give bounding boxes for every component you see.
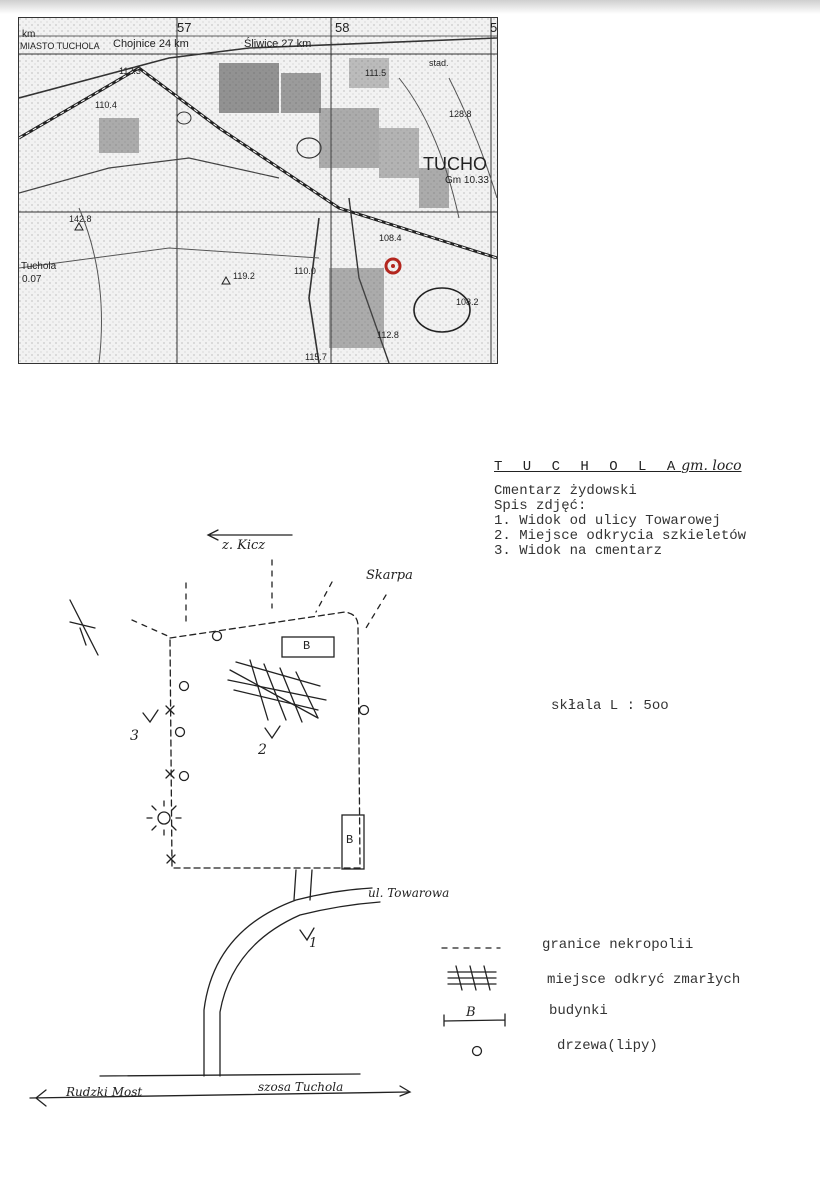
paper-edge [0, 0, 820, 14]
map-grid-57: 57 [177, 20, 192, 35]
photo-item-3: 3. Widok na cmentarz [494, 543, 663, 559]
map-header-dest-1: Chojnice 24 km [113, 38, 189, 50]
map-elevation: 108.4 [379, 233, 402, 243]
photo-point-2-label: 2 [258, 742, 267, 758]
legend-hatch-symbol [448, 966, 496, 990]
legend-hatch-label: miejsce odkryć zmarłych [547, 972, 741, 988]
map-elevation: 112.3 [119, 66, 141, 76]
main-road-arrow-right [400, 1086, 410, 1096]
map-drawing [19, 18, 497, 363]
map-station-label: Tuchola [21, 261, 57, 272]
tree-symbol [176, 728, 185, 737]
photos-header: Spis zdjęć: [494, 498, 587, 514]
cross-mark [167, 855, 175, 863]
cross-mark [166, 706, 174, 714]
road-north-label: z. Kicz [222, 538, 266, 553]
map-grid-58: 58 [335, 20, 350, 35]
street-label: ul. Towarowa [368, 886, 450, 900]
skeleton-discovery-hatch [228, 660, 326, 722]
tree-symbol [180, 772, 189, 781]
scale-label: skłala L : 5oo [551, 698, 669, 714]
map-elevation: 128.8 [449, 109, 472, 119]
street-line-inner [220, 902, 380, 1076]
map-elevation: 115.7 [305, 352, 327, 362]
map-elevation: 108.2 [456, 297, 479, 307]
map-header-place: MIASTO TUCHOLA [20, 41, 100, 51]
map-grid-5: 5 [490, 20, 498, 35]
legend-building-code: B [466, 1005, 476, 1020]
cross-mark [166, 770, 174, 778]
legend-tree-label: drzewa(lipy) [557, 1038, 658, 1054]
map-elevation: 112.8 [377, 330, 399, 340]
photo-item-2: 2. Miejsce odkrycia szkieletów [494, 528, 747, 544]
map-elevation: 110.4 [95, 100, 117, 110]
tree-symbol [360, 706, 369, 715]
map-station-km: 0.07 [22, 274, 42, 285]
photo-point-1-label: 1 [309, 936, 318, 951]
topographic-map [18, 17, 498, 364]
map-km-label: km [22, 29, 36, 40]
photo-point-2-mark [265, 726, 280, 738]
building-east-label: B [346, 833, 354, 847]
legend-boundary-label: granice nekropolii [542, 937, 694, 953]
photo-point-3-label: 3 [130, 728, 139, 744]
entry-path [294, 870, 312, 900]
tree-symbol [213, 632, 222, 641]
map-elevation: 142.8 [69, 214, 92, 224]
map-header-dest-2: Śliwice 27 km [244, 38, 312, 50]
map-stad-label: stad. [429, 58, 449, 68]
tree-symbol [180, 682, 189, 691]
map-town-label: TUCHO [423, 154, 487, 174]
necropolis-boundary [170, 612, 360, 868]
map-elevation: 119.2 [233, 271, 255, 281]
legend-building-label: budynki [549, 1003, 608, 1019]
photo-point-3-mark [143, 710, 158, 722]
photo-item-1: 1. Widok od ulicy Towarowej [494, 513, 721, 529]
subject-line: Cmentarz żydowski [494, 483, 637, 499]
escarpment-line [132, 620, 170, 637]
road-right-label: szosa Tuchola [258, 1080, 344, 1094]
map-elevation: 110.0 [294, 266, 316, 276]
marker-symbol [158, 812, 170, 824]
map-gm-label: Gm 10.33 [445, 175, 489, 186]
cemetery-sketch [0, 360, 820, 1120]
escarpment-label: Skarpa [366, 568, 413, 583]
road-left-label: Rudzki Most [66, 1085, 143, 1099]
title-place: T U C H O L A [494, 459, 682, 475]
title-gm: gm. loco [681, 458, 742, 474]
legend-tree-symbol [473, 1047, 482, 1056]
map-elevation: 111.5 [365, 68, 387, 78]
building-north-label: B [303, 639, 311, 653]
